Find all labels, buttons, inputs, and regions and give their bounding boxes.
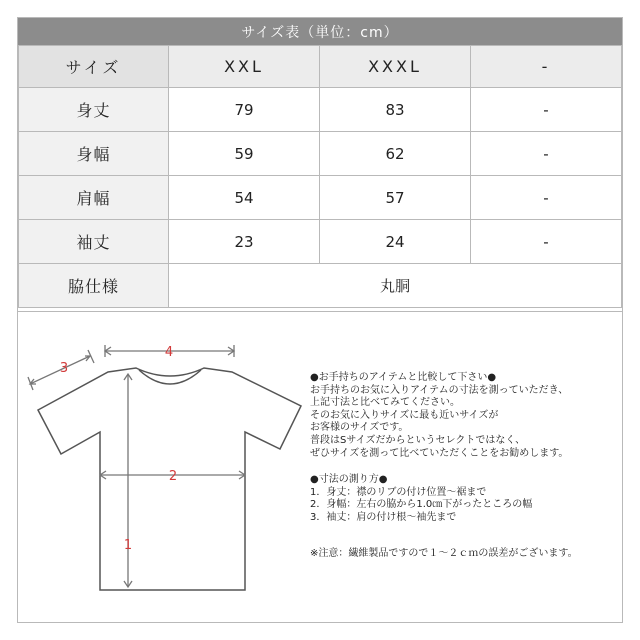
notes-measure-line: 3．袖丈：肩の付け根～袖先まで [310,511,457,523]
notes-line: ぜひサイズを測って比べていただくことをお勧めします。 [310,447,569,459]
measurement-guide [18,311,622,622]
row-value: 83 [320,88,471,132]
table-row-side-seam [19,264,622,308]
row-value: 59 [169,132,320,176]
size-column-header: XXXL [320,46,471,88]
row-value: - [471,220,622,264]
row-value: 54 [169,176,320,220]
row-label: 肩幅 [19,176,169,220]
table-row [19,176,622,220]
measurement-arrows [28,345,245,587]
row-value: 57 [320,176,471,220]
table-row [19,132,622,176]
notes-line: 普段はSサイズだからというセレクトではなく、 [310,434,526,446]
table-row [19,220,622,264]
size-column-header: XXL [169,46,320,88]
row-value: - [471,132,622,176]
label-body-width: 2 [168,469,178,484]
size-chart [17,17,623,623]
table-row [19,88,622,132]
notes-measure-line: 1．身丈：襟のリブの付け位置～裾まで [310,486,487,498]
row-value: - [471,88,622,132]
measurement-numbers [60,345,177,553]
notes-intro-title: ●お手持ちのアイテムと比較して下さい● [310,372,497,383]
notes-line: お客様のサイズです。 [310,422,409,434]
size-notes [310,372,620,560]
notes-line: そのお気に入りサイズに最も近いサイズが [310,409,499,421]
size-column-header: - [471,46,622,88]
row-label: 脇仕様 [19,264,169,308]
notes-measure-title: ●寸法の測り方● [310,474,388,486]
size-table [18,45,622,308]
label-shoulder-width: 4 [164,345,174,360]
tshirt-diagram [18,312,310,623]
label-body-length: 1 [123,538,133,553]
header-label: サイズ [19,46,169,88]
size-chart-title: サイズ表（単位：cm） [18,18,622,45]
notes-line: お手持ちのお気に入りアイテムの寸法を測っていただき、 [310,384,569,396]
row-value: 79 [169,88,320,132]
row-label: 身幅 [19,132,169,176]
spacer [310,525,620,548]
row-value: 62 [320,132,471,176]
notes-caution: ※注意：繊維製品ですので１～２ｃｍの誤差がございます。 [310,547,578,559]
row-value: 23 [169,220,320,264]
spacer [310,460,620,474]
notes-line: 上記寸法と比べてみてください。 [310,397,460,409]
notes-measure-line: 2．身幅：左右の脇から1.0㎝下がったところの幅 [310,499,533,511]
row-value: - [471,176,622,220]
table-header-row [19,46,622,88]
row-label: 袖丈 [19,220,169,264]
row-value: 24 [320,220,471,264]
row-value: 丸胴 [169,264,622,308]
label-sleeve-length: 3 [59,361,69,376]
row-label: 身丈 [19,88,169,132]
